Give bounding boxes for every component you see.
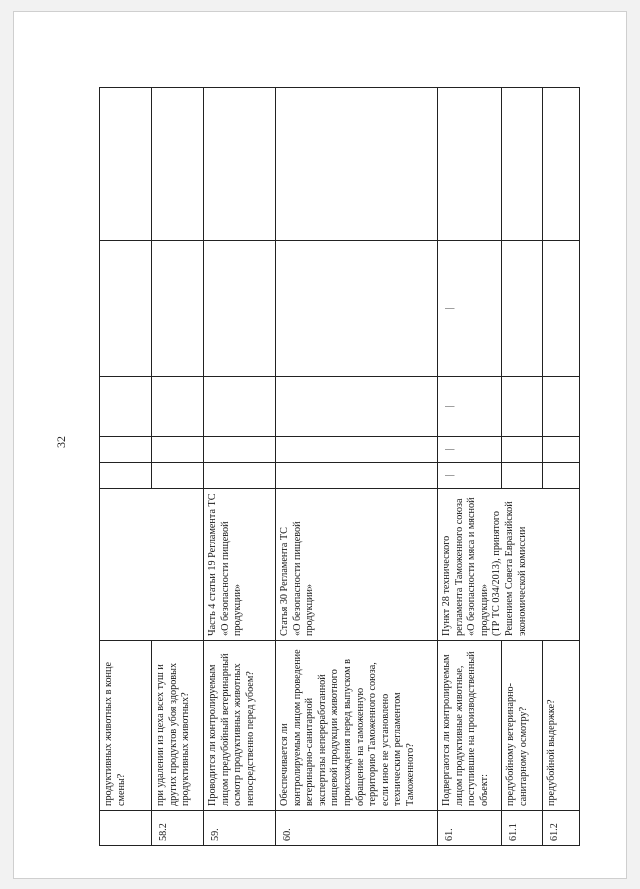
question-cell: Проводится ли контролируемым лицом предубойный ветеринарный осмотр продуктивных животных непосредственно перед убоем? — [204, 641, 276, 811]
reference-cell — [100, 489, 204, 641]
row-number: 58.2 — [152, 811, 204, 846]
row-number: 61. — [438, 811, 502, 846]
table-row — [438, 88, 502, 846]
table-row — [100, 88, 152, 846]
mark-cell-na — [100, 377, 152, 437]
mark-cell-note — [204, 241, 276, 377]
mark-cell-note — [543, 241, 580, 377]
document-page — [14, 12, 626, 878]
mark-cell-note — [502, 241, 543, 377]
rotated-sheet — [99, 88, 579, 846]
mark-cell-no — [100, 437, 152, 463]
mark-cell-yes — [543, 463, 580, 489]
mark-cell-na — [502, 377, 543, 437]
mark-cell-no — [502, 437, 543, 463]
reference-cell: Часть 4 статьи 19 Регламента ТС «О безопасности пищевой продукции» — [204, 489, 276, 641]
mark-cell-yes — [502, 463, 543, 489]
row-number: 59. — [204, 811, 276, 846]
table-row — [276, 88, 438, 846]
page-number: 32 — [54, 436, 68, 448]
table-row — [502, 88, 543, 846]
question-cell: Подвергаются ли контролируемым лицом продуктивные животные, поступившие на производственный объект: — [438, 641, 502, 811]
empty-cell — [152, 88, 204, 241]
mark-cell-yes — [100, 463, 152, 489]
empty-cell — [543, 88, 580, 241]
mark-cell-no — [543, 437, 580, 463]
empty-cell — [100, 88, 152, 241]
question-cell: предубойной выдержке? — [543, 641, 580, 811]
mark-cell-no — [152, 437, 204, 463]
mark-cell-no: | — [438, 437, 502, 463]
mark-cell-na — [276, 377, 438, 437]
mark-cell-yes — [152, 463, 204, 489]
empty-cell — [502, 88, 543, 241]
mark-cell-na: | — [438, 377, 502, 437]
mark-cell-na — [204, 377, 276, 437]
table-row — [152, 88, 204, 846]
table-row — [204, 88, 276, 846]
mark-cell-no — [204, 437, 276, 463]
table-frame — [99, 88, 579, 846]
empty-cell — [438, 88, 502, 241]
reference-cell: Статья 30 Регламента ТС «О безопасности пищевой продукции» — [276, 489, 438, 641]
row-number: 60. — [276, 811, 438, 846]
mark-cell-note — [276, 241, 438, 377]
question-cell: продуктивных животных в конце смены? — [100, 641, 152, 811]
mark-cell-yes — [204, 463, 276, 489]
question-cell: Обеспечивается ли контролируемым лицом проведение ветеринарно-санитарной экспертизы непереработанной пищевой продукции животного происхождения перед выпуском в обращение на таможенную территорию Таможенного союза, если иное не установлено техническим регламентом Таможенного? — [276, 641, 438, 811]
mark-cell-na — [543, 377, 580, 437]
row-number: 61.2 — [543, 811, 580, 846]
row-number: 61.1 — [502, 811, 543, 846]
mark-cell-yes: | — [438, 463, 502, 489]
empty-cell — [276, 88, 438, 241]
question-cell: при удалении из цеха всех туш и других продуктов убоя здоровых продуктивных животных? — [152, 641, 204, 811]
table-row — [543, 88, 580, 846]
row-number — [100, 811, 152, 846]
mark-cell-na — [152, 377, 204, 437]
mark-cell-note — [152, 241, 204, 377]
mark-cell-no — [276, 437, 438, 463]
reference-cell: Пункт 28 технического регламента Таможенного союза «О безопасности мяса и мясной продукции» (ТР ТС 034/2013), принятого Решением Совета Евразийской экономической комиссии — [438, 489, 580, 641]
empty-cell — [204, 88, 276, 241]
mark-cell-yes — [276, 463, 438, 489]
mark-cell-note: | — [438, 241, 502, 377]
checklist-table — [99, 87, 580, 846]
question-cell: предубойному ветеринарно- санитарному осмотру? — [502, 641, 543, 811]
mark-cell-note — [100, 241, 152, 377]
